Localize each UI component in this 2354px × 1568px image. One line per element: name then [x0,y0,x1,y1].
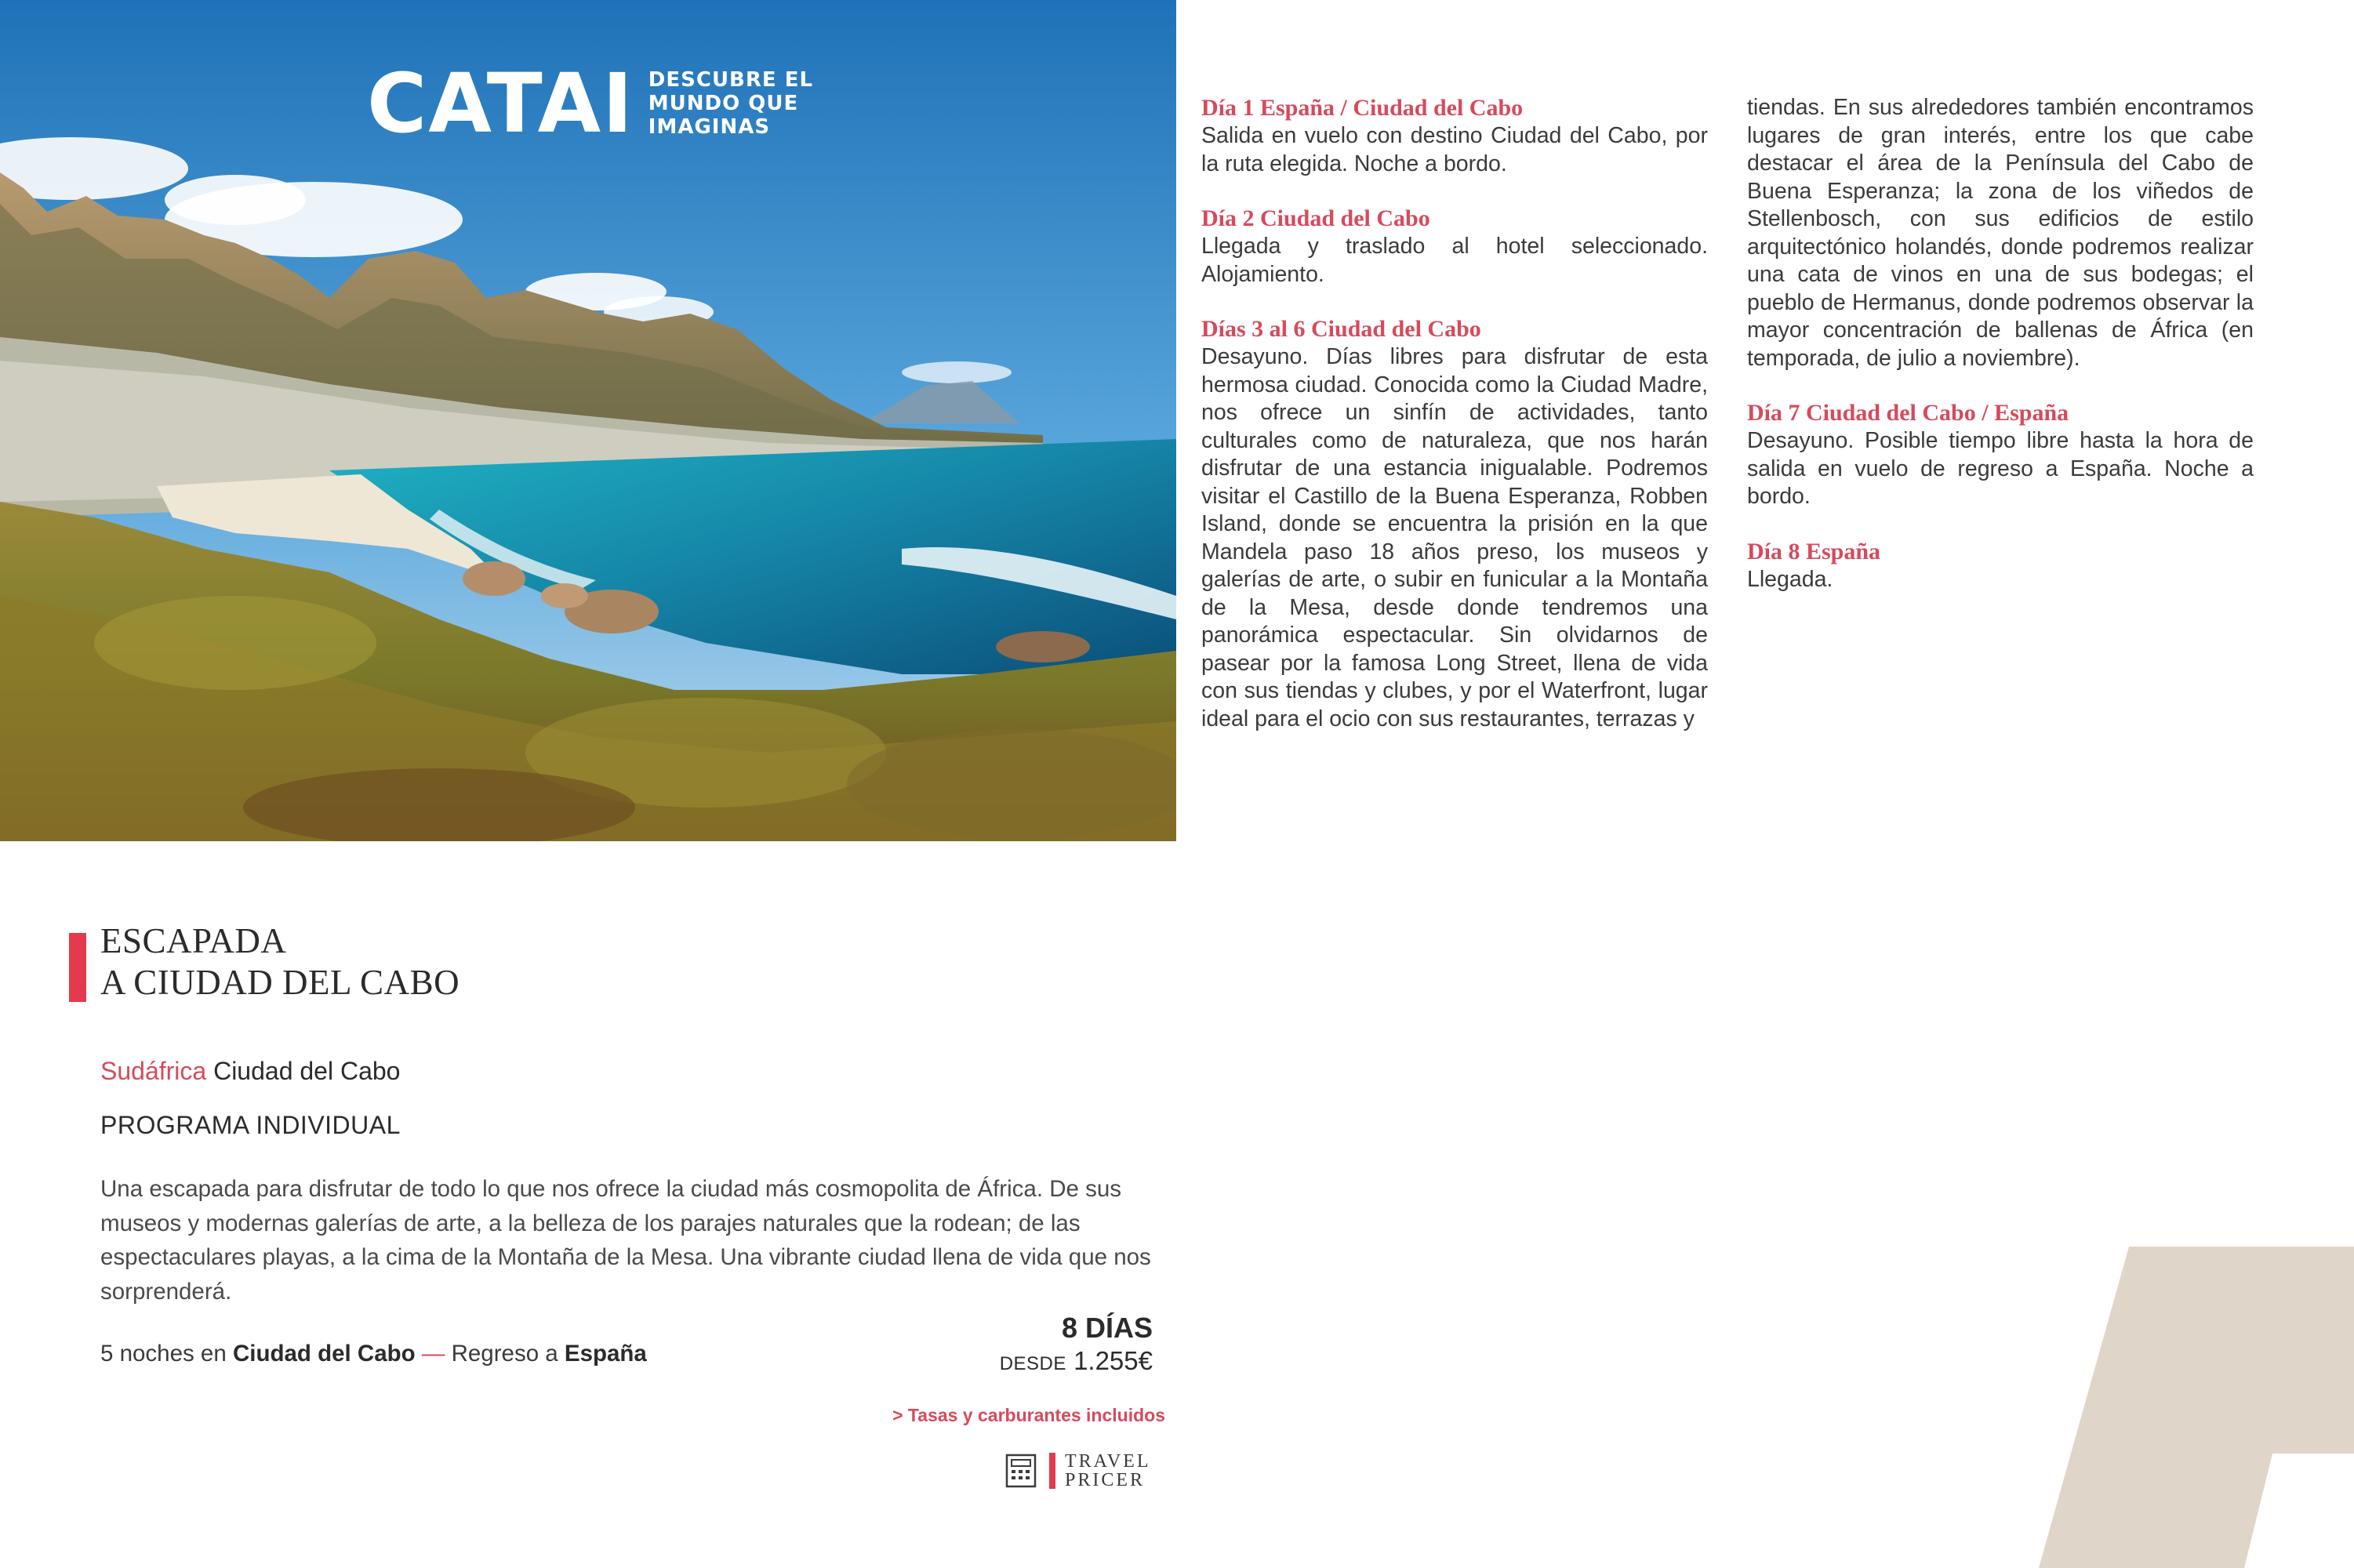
trip-route [100,1341,647,1367]
trip-duration: 8 DÍAS [1061,1312,1153,1344]
day-title: Días 3 al 6 Ciudad del Cabo [1201,316,1481,342]
nights-city: Ciudad del Cabo [232,1341,416,1367]
day-text: Llegada y traslado al hotel seleccionado. Alojamiento. [1201,234,1708,287]
itinerary-day-7 [1747,399,2254,511]
tagline-line: DESCUBRE EL [648,68,814,92]
trip-description: Una escapada para disfrutar de todo lo que nos ofrece la ciudad más cosmopolita de África. De sus museos y modernas galerías de arte, a la belleza de los parajes naturales que la rodean; de las espectaculares playas, a la cima de la Montaña de la Mesa. Una vibrante ciudad llena de vida que nos sorprenderá. [100,1176,1151,1305]
logo-wordmark: CATAI [367,56,634,151]
trip-title-line: ESCAPADA [100,921,287,960]
itinerary-day-3-6 [1201,315,1708,733]
price-desde-label: DESDE [999,1353,1066,1374]
pricer-line: PRICER [1065,1470,1146,1490]
trip-location [100,1057,400,1086]
tagline-line: IMAGINAS [648,115,771,139]
day-title: Día 8 España [1747,538,1881,564]
travel-pricer-badge[interactable] [1005,1452,1151,1490]
price-line [1000,1345,1153,1380]
day-text: Desayuno. Posible tiempo libre hasta la hora de salida en vuelo de regreso a España. Noche a bordo. [1747,428,2254,509]
trip-title-line: A CIUDAD DEL CABO [100,963,460,1002]
nights-prefix: 5 noches en [100,1341,227,1367]
day-title: Día 7 Ciudad del Cabo / España [1747,400,2069,426]
taxes-included-link[interactable]: > Tasas y carburantes incluidos [892,1405,1165,1425]
day-title: Día 2 Ciudad del Cabo [1201,205,1430,231]
itinerary-column-1 [1201,94,1708,760]
return-country: España [564,1341,647,1367]
day-text-continued: tiendas. En sus alrededores también encontramos lugares de gran interés, entre los que cabe destacar el área de la Península del Cabo de Buena Esperanza; la zona de los viñedos de Stellenbosch, con sus edificios de estilo arquitectónico holandés, donde podremos realizar una cata de vinos en una de sus bodegas; el pueblo de Hermanus, donde podremos observar la mayor concentración de ballenas de África (en temporada, de julio a noviembre). [1747,95,2254,371]
route-dash: — [421,1341,445,1367]
pricer-line: TRAVEL [1065,1451,1151,1472]
day-text: Llegada. [1747,566,1833,592]
location-city: Ciudad del Cabo [213,1057,401,1085]
catai-logo[interactable] [367,56,814,151]
program-type: PROGRAMA INDIVIDUAL [100,1111,401,1139]
itinerary-column-2 [1747,94,2254,620]
day-title: Día 1 España / Ciudad del Cabo [1201,95,1524,121]
trip-duration-price [1000,1311,1153,1380]
itinerary-day-1 [1201,94,1708,178]
title-accent-bar [69,933,86,1002]
decorative-corner-shape [2039,1247,2354,1568]
day-text: Desayuno. Días libres para disfrutar de esta hermosa ciudad. Conocida como la Ciudad Madre, nos ofrece un sinfín de actividades, tanto culturales como de naturaleza, que nos harán disfrutar de una estancia inigualable. Podremos visitar el Castillo de la Buena Esperanza, Robben Island, donde se encuentra la prisión en la que Mandela paso 18 años preso, los museos y galerías de arte, o subir en funicular a la Montaña de la Mesa, desde donde tendremos una panorámica espectacular. Sin olvidarnos de pasear por la famosa Long Street, llena de vida con sus tiendas y clubes, y por el Waterfront, lugar ideal para el ocio con sus restaurantes, terrazas y [1201,344,1708,731]
location-country: Sudáfrica [100,1057,207,1085]
trip-title [100,920,460,1004]
pricer-accent-bar [1049,1453,1055,1489]
hero-photo [0,0,1176,841]
return-prefix: Regreso a [451,1341,558,1367]
logo-tagline [648,68,813,139]
pricer-wordmark [1065,1452,1151,1490]
tagline-line: MUNDO QUE [648,92,799,115]
itinerary-day-2 [1201,205,1708,289]
itinerary-day-3-6-continued [1747,94,2254,372]
calculator-icon [1005,1454,1037,1488]
day-text: Salida en vuelo con destino Ciudad del Cabo, por la ruta elegida. Noche a bordo. [1201,123,1708,176]
price-value: 1.255€ [1073,1346,1153,1375]
itinerary-day-8 [1747,538,2254,594]
